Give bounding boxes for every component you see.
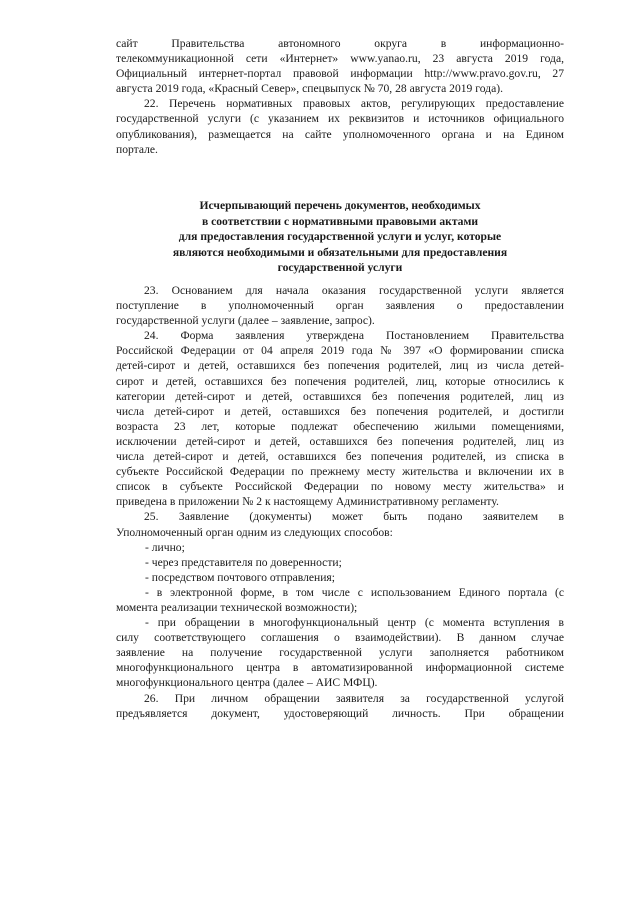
source-line: августа 2019 года, «Красный Север», спецвыпуск № 70, 28 августа 2019 года). xyxy=(116,82,503,96)
method-item: - посредством почтового отправления; xyxy=(145,570,335,584)
source-line: сайт Правительства автономного округа в информационно- xyxy=(116,37,564,50)
heading-line: государственной услуги xyxy=(277,261,403,275)
paragraph-24-line: числа детей-сирот и детей, оставшихся без попечения родителей, и достигли xyxy=(116,404,564,418)
paragraph-24-line: возраста 23 лет, которые подлежат обеспечению жилыми помещениями, xyxy=(116,419,564,433)
heading-line: Исчерпывающий перечень документов, необходимых xyxy=(199,199,481,212)
paragraph-26-line: предъявляется документ, удостоверяющий личность. При обращении xyxy=(116,706,564,720)
heading-line: в соответствии с нормативными правовыми актами xyxy=(201,214,479,228)
paragraph-23-line: государственной услуги (далее – заявление, запрос). xyxy=(116,314,375,328)
paragraph-24-line: категории детей-сирот и детей, оставшихся без попечения родителей, лиц из xyxy=(116,389,564,403)
heading-line: являются необходимыми и обязательными для предоставления xyxy=(172,245,508,259)
paragraph-24-line: числа детей-сирот и детей, оставшихся без попечения родителей, из списка в xyxy=(116,450,564,464)
paragraph-23-line: 23. Основанием для начала оказания государственной услуги является xyxy=(144,284,564,297)
paragraph-23-line: поступление в уполномоченный орган заявления о предоставлении xyxy=(116,299,564,313)
paragraph-26-line: 26. При личном обращении заявителя за государственной услугой xyxy=(144,691,564,705)
paragraph-24-line: субъекте Российской Федерации по прежнему месту жительства и включении их в xyxy=(116,465,564,479)
paragraph-24-line: список в субъекте Российской Федерации по новому месту жительства» и xyxy=(116,480,564,494)
source-line: Официальный интернет-портал правовой информации http://www.pravo.gov.ru, 27 xyxy=(116,67,564,81)
method-item: заявление на получение государственной услуги заполняется работником xyxy=(116,646,564,660)
paragraph-22-line: 22. Перечень нормативных правовых актов, регулирующих предоставление xyxy=(144,97,564,111)
paragraph-24-line: исключении детей-сирот и детей, оставшихся без попечения родителей, лиц из xyxy=(116,434,564,448)
paragraph-22-line: портале. xyxy=(116,142,158,156)
section-heading xyxy=(116,198,564,276)
paragraph-24-line: 24. Форма заявления утверждена Постановлением Правительства xyxy=(144,329,564,343)
paragraph-22-line: опубликования), размещается на сайте уполномоченного органа и на Едином xyxy=(116,127,564,141)
paragraph-24-line: Российской Федерации от 04 апреля 2019 года № 397 «О формировании списка xyxy=(116,344,564,358)
method-item: момента реализации технической возможности); xyxy=(116,600,358,614)
paragraph-22-line: государственной услуги (с указанием их реквизитов и источников официального xyxy=(116,112,564,126)
method-item: - в электронной форме, в том числе с использованием Единого портала (с xyxy=(145,585,564,599)
method-item: - через представителя по доверенности; xyxy=(145,555,342,569)
paragraph-24-line: детей-сирот и детей, оставшихся без попечения родителей, лиц из числа детей- xyxy=(116,359,564,373)
heading-line: для предоставления государственной услуги и услуг, которые xyxy=(178,230,502,244)
method-item: многофункционального центра в автоматизированной информационной системе xyxy=(116,661,564,675)
source-line: телекоммуникационной сети «Интернет» www.yanao.ru, 23 августа 2019 года, xyxy=(116,52,564,66)
paragraph-24-line: приведена в приложении № 2 к настоящему Административному регламенту. xyxy=(116,495,499,509)
main-paragraphs xyxy=(116,283,564,721)
method-item: - при обращении в многофункциональный центр (с момента вступления в xyxy=(145,616,564,630)
method-item: - лично; xyxy=(145,540,185,554)
method-item: многофункционального центра (далее – АИС МФЦ). xyxy=(116,676,378,690)
paragraph-24-line: сирот и детей, оставшихся без попечения родителей, лиц, которые относились к xyxy=(116,374,564,388)
paragraph-25-line: Уполномоченный орган одним из следующих способов: xyxy=(116,525,393,539)
method-item: силу соответствующего соглашения о взаимодействии). В данном случае xyxy=(116,631,564,645)
paragraph-25-line: 25. Заявление (документы) может быть подано заявителем в xyxy=(144,510,564,524)
top-paragraphs xyxy=(116,36,564,157)
